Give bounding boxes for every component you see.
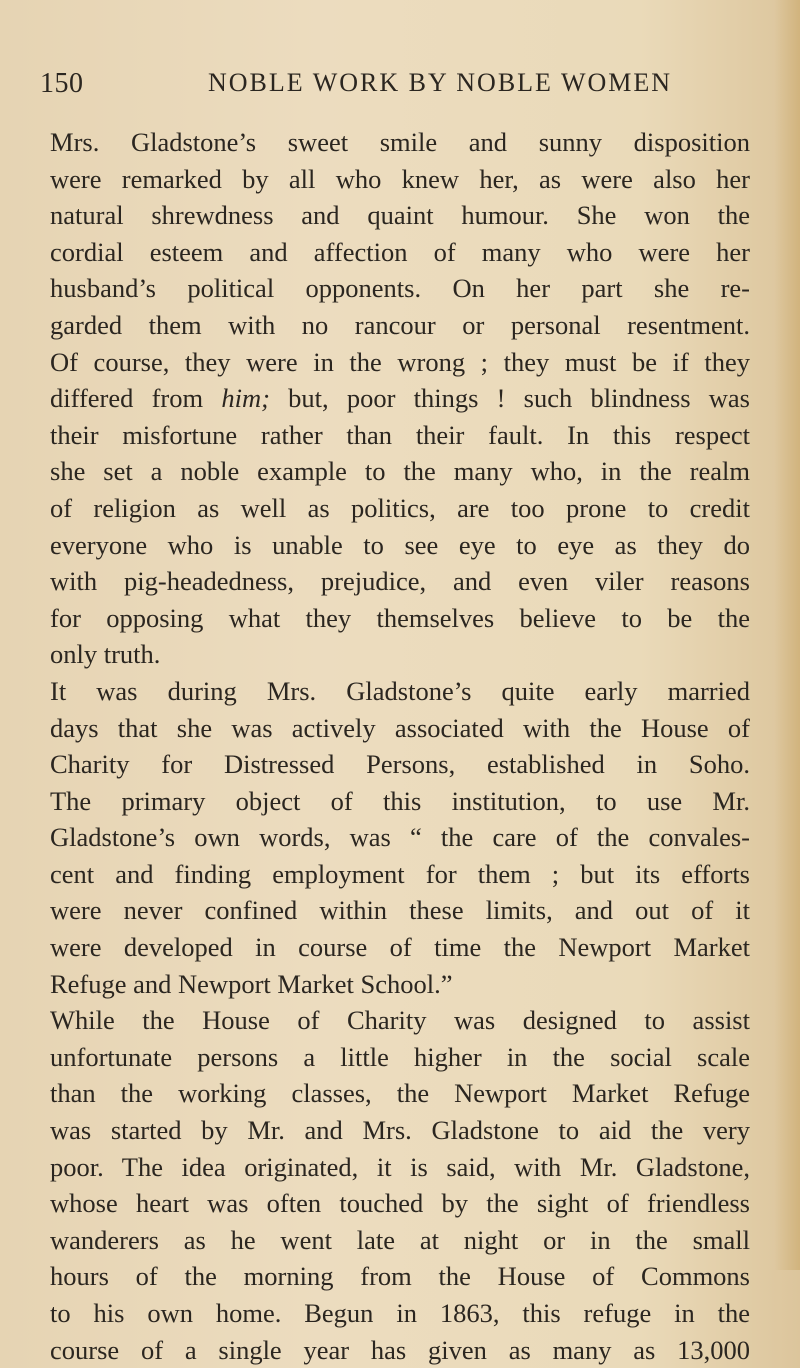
text-line: whose heart was often touched by the sight of friendless	[50, 1188, 750, 1219]
text-line: she set a noble example to the many who, in the realm	[50, 456, 750, 487]
text-line: for opposing what they themselves believe to be the	[50, 602, 750, 633]
text-line: their misfortune rather than their fault. In this respect	[50, 419, 750, 450]
text-line: natural shrewdness and quaint humour. She won the	[50, 200, 750, 231]
text-line: Charity for Distressed Persons, established in Soho.	[50, 749, 750, 780]
text-line-with-italic	[50, 380, 750, 417]
text-line: were never confined within these limits, and out of it	[50, 895, 750, 926]
text-line: were remarked by all who knew her, as were also her	[50, 163, 750, 194]
italic-emphasis: him;	[221, 383, 270, 414]
page-edge-shadow	[774, 0, 800, 1270]
text-line: Gladstone’s own words, was “ the care of the convales-	[50, 822, 750, 853]
text-line: cent and finding employment for them ; but its efforts	[50, 858, 750, 889]
page-number: 150	[40, 68, 84, 99]
text-line: Refuge and Newport Market School.”	[50, 968, 453, 999]
text-line: poor. The idea originated, it is said, with Mr. Gladstone,	[50, 1151, 750, 1182]
text-line: was started by Mr. and Mrs. Gladstone to aid the very	[50, 1115, 750, 1146]
text-line: course of a single year has given as many as 13,000	[50, 1334, 750, 1365]
text-line: The primary object of this institution, to use Mr.	[50, 785, 750, 816]
text-line: cordial esteem and affection of many who were her	[50, 236, 750, 267]
running-head: NOBLE WORK BY NOBLE WOMEN	[208, 68, 673, 97]
text-line: were developed in course of time the Newport Market	[50, 932, 750, 963]
text-segment: differed from	[50, 383, 204, 414]
paragraph-start-line: It was during Mrs. Gladstone’s quite early married	[50, 675, 750, 706]
text-line: with pig-headedness, prejudice, and even viler reasons	[50, 566, 750, 597]
body-text	[50, 124, 750, 1368]
text-segment: but, poor things ! such blindness was	[288, 383, 750, 414]
text-line: Of course, they were in the wrong ; they must be if they	[50, 346, 750, 377]
text-line: garded them with no rancour or personal resentment.	[50, 309, 750, 340]
text-line: unfortunate persons a little higher in the social scale	[50, 1041, 750, 1072]
text-line: hours of the morning from the House of Commons	[50, 1261, 750, 1292]
text-line: to his own home. Begun in 1863, this refuge in the	[50, 1298, 750, 1328]
text-line: everyone who is unable to see eye to eye as they do	[50, 529, 750, 560]
text-line: wanderers as he went late at night or in the small	[50, 1224, 750, 1255]
text-line: of religion as well as politics, are too prone to credit	[50, 492, 750, 523]
paragraph-start-line: While the House of Charity was designed to assist	[50, 1005, 750, 1036]
text-line: only truth.	[50, 639, 161, 670]
text-line: than the working classes, the Newport Market Refuge	[50, 1078, 750, 1109]
text-line: days that she was actively associated with the House of	[50, 712, 750, 743]
text-line: Mrs. Gladstone’s sweet smile and sunny disposition	[50, 127, 750, 157]
text-line: husband’s political opponents. On her part she re-	[50, 273, 750, 304]
